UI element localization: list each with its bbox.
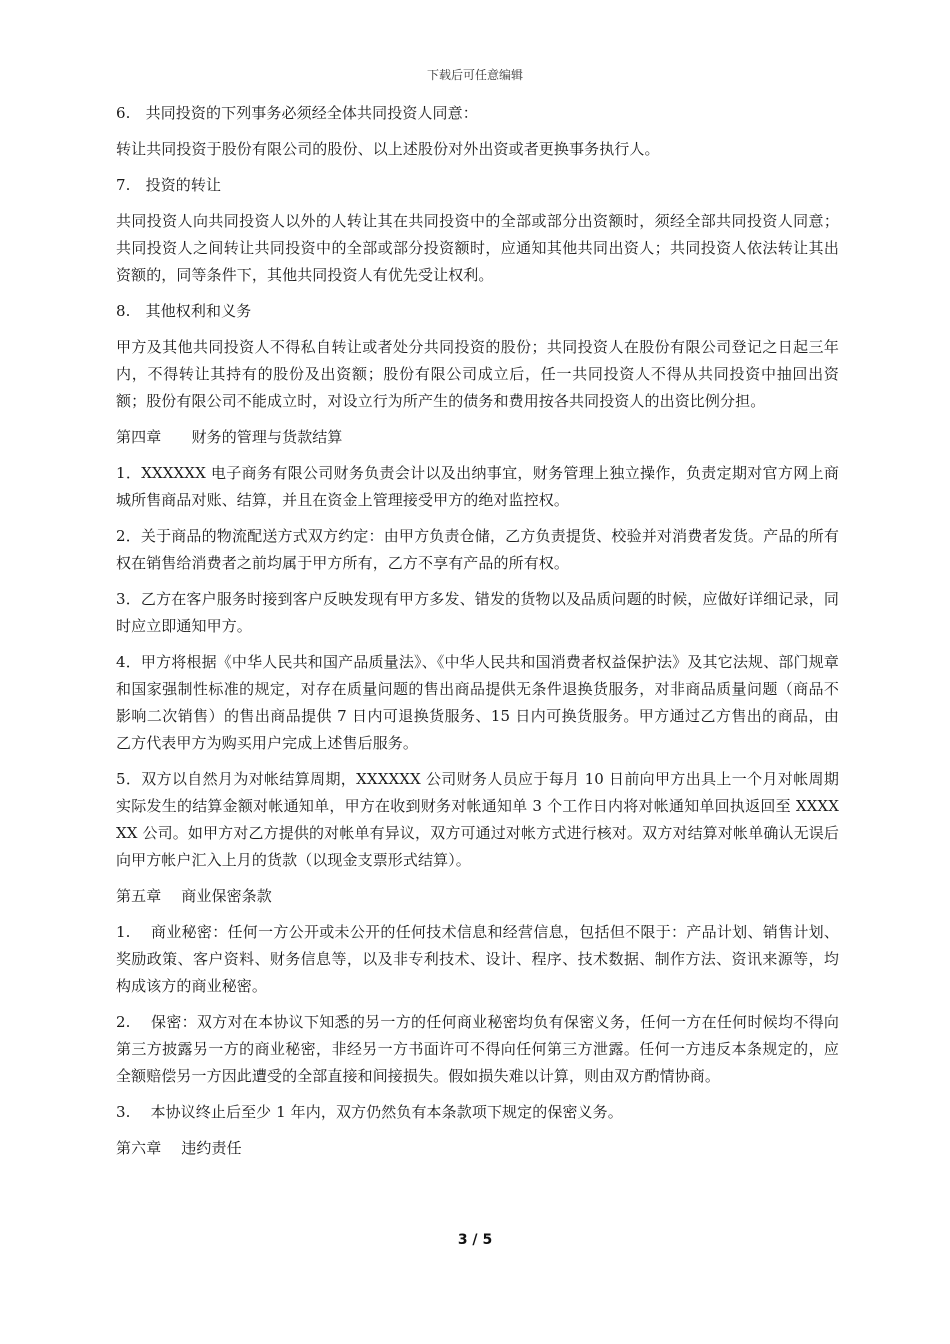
document-body [116, 100, 839, 1171]
clause-7-title: 7. 投资的转让 [116, 176, 222, 194]
chapter-4-heading: 第四章 财务的管理与货款结算 [116, 428, 343, 446]
current-page: 3 [457, 1232, 468, 1248]
chapter-4-item-4: 4．甲方将根据《中华人民共和国产品质量法》、《中华人民共和国消费者权益保护法》及其它法规、部门规章和国家强制性标准的规定，对存在质量问题的售出商品提供无条件退换货服务，对非商品质量问题（商品不影响二次销售）的售出商品提供 7 日内可退换货服务、15 日内可换货服务。甲方通过乙方售出的商品，由乙方代表甲方为购买用户完成上述售后服务。 [116, 653, 839, 752]
clause-6-text: 转让共同投资于股份有限公司的股份、以上述股份对外出资或者更换事务执行人。 [116, 140, 660, 158]
chapter-5-heading: 第五章 商业保密条款 [116, 887, 272, 905]
clause-8-text: 甲方及其他共同投资人不得私自转让或者处分共同投资的股份；共同投资人在股份有限公司登记之日起三年内，不得转让其持有的股份及出资额；股份有限公司成立后，任一共同投资人不得从共同投资中抽回出资额；股份有限公司不能成立时，对设立行为所产生的债务和费用按各共同投资人的出资比例分担。 [116, 338, 839, 410]
page-number [0, 1232, 950, 1248]
clause-6-title: 6. 共同投资的下列事务必须经全体共同投资人同意： [116, 104, 478, 122]
chapter-5-item-2: 2. 保密：双方对在本协议下知悉的另一方的任何商业秘密均负有保密义务，任何一方在任何时候均不得向第三方披露另一方的商业秘密，非经另一方书面许可不得向任何第三方泄露。任何一方违反本条规定的，应全额赔偿另一方因此遭受的全部直接和间接损失。假如损失难以计算，则由双方酌情协商。 [116, 1013, 839, 1085]
chapter-6-heading: 第六章 违约责任 [116, 1139, 242, 1157]
clause-7-text: 共同投资人向共同投资人以外的人转让其在共同投资中的全部或部分出资额时，须经全部共同投资人同意；共同投资人之间转让共同投资中的全部或部分投资额时，应通知其他共同出资人；共同投资人依法转让其出资额的，同等条件下，其他共同投资人有优先受让权利。 [116, 212, 839, 284]
chapter-4-item-2: 2．关于商品的物流配送方式双方约定：由甲方负责仓储，乙方负责提货、校验并对消费者发货。产品的所有权在销售给消费者之前均属于甲方所有，乙方不享有产品的所有权。 [116, 527, 839, 572]
chapter-4-item-3: 3．乙方在客户服务时接到客户反映发现有甲方多发、错发的货物以及品质问题的时候，应做好详细记录，同时应立即通知甲方。 [116, 590, 839, 635]
chapter-4-item-5: 5．双方以自然月为对帐结算周期，XXXXXX 公司财务人员应于每月 10 日前向甲方出具上一个月对帐周期实际发生的结算金额对帐通知单，甲方在收到财务对帐通知单 3 个工作日内将对帐通知单回执返回至 XXXXXX 公司。如甲方对乙方提供的对帐单有异议，双方可通过对帐方式进行核对。双方对结算对帐单确认无误后向甲方帐户汇入上月的货款（以现金支票形式结算）。 [116, 770, 839, 869]
chapter-4-item-1: 1．XXXXXX 电子商务有限公司财务负责会计以及出纳事宜，财务管理上独立操作，负责定期对官方网上商城所售商品对账、结算，并且在资金上管理接受甲方的绝对监控权。 [116, 464, 839, 509]
clause-8-title: 8. 其他权利和义务 [116, 302, 252, 320]
total-pages: 5 [482, 1232, 493, 1248]
chapter-5-item-1: 1. 商业秘密：任何一方公开或未公开的任何技术信息和经营信息，包括但不限于：产品计划、销售计划、奖励政策、客户资料、财务信息等，以及非专利技术、设计、程序、技术数据、制作方法、资讯来源等，均构成该方的商业秘密。 [116, 923, 839, 995]
page-header: 下载后可任意编辑 [426, 68, 523, 82]
chapter-5-item-3: 3. 本协议终止后至少 1 年内，双方仍然负有本条款项下规定的保密义务。 [116, 1103, 623, 1121]
page-separator: / [467, 1232, 483, 1248]
